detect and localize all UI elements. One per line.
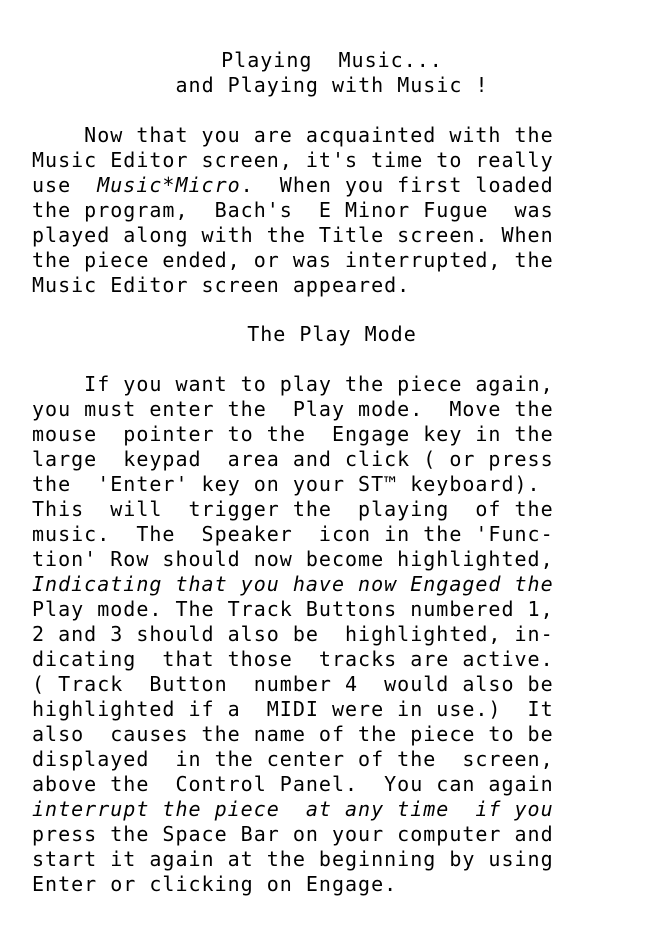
text-line: above the Control Panel. You can again [32, 772, 554, 796]
text-line: also causes the name of the piece to be [32, 722, 554, 746]
text-line: mouse pointer to the Engage key in the [32, 422, 554, 446]
text-line: you must enter the Play mode. Move the [32, 397, 554, 421]
page-title-line-2: and Playing with Music ! [175, 73, 489, 97]
text-line: If you want to play the piece again, [32, 372, 554, 396]
text-line: press the Space Bar on your computer and [32, 822, 554, 846]
text-line: Music Editor screen appeared. [32, 273, 411, 297]
text-line: tion' Row should now become highlighted, [32, 547, 554, 571]
text-line-italic: Indicating that you have now Engaged the [32, 572, 554, 596]
section-heading: The Play Mode [247, 322, 417, 346]
text-line: Now that you are acquainted with the [32, 123, 554, 147]
text-line: This will trigger the playing of the [32, 497, 554, 521]
text-line: ( Track Button number 4 would also be [32, 672, 554, 696]
text-line: played along with the Title screen. When [32, 223, 554, 247]
page-title-line-1: Playing Music... [221, 48, 443, 72]
text-line: highlighted if a MIDI were in use.) It [32, 697, 554, 721]
text-line: displayed in the center of the screen, [32, 747, 554, 771]
text-line: music. The Speaker icon in the 'Func- [32, 522, 554, 546]
text-line: the piece ended, or was interrupted, the [32, 248, 554, 272]
text-line: Music Editor screen, it's time to really [32, 148, 554, 172]
text-line: the program, Bach's E Minor Fugue was [32, 198, 554, 222]
text-line: dicating that those tracks are active. [32, 647, 554, 671]
text-line: Play mode. The Track Buttons numbered 1, [32, 597, 554, 621]
text-line-italic: interrupt the piece at any time if you [32, 797, 554, 821]
text-line: Enter or clicking on Engage. [32, 872, 398, 896]
text-line: start it again at the beginning by using [32, 847, 554, 871]
text-line: 2 and 3 should also be highlighted, in- [32, 622, 554, 646]
text-line: the 'Enter' key on your ST™ keyboard). [32, 472, 541, 496]
text-line: large keypad area and click ( or press [32, 447, 554, 471]
program-name: Music*Micro [97, 173, 241, 197]
text-line: use Music*Micro. When you first loaded [32, 173, 554, 197]
